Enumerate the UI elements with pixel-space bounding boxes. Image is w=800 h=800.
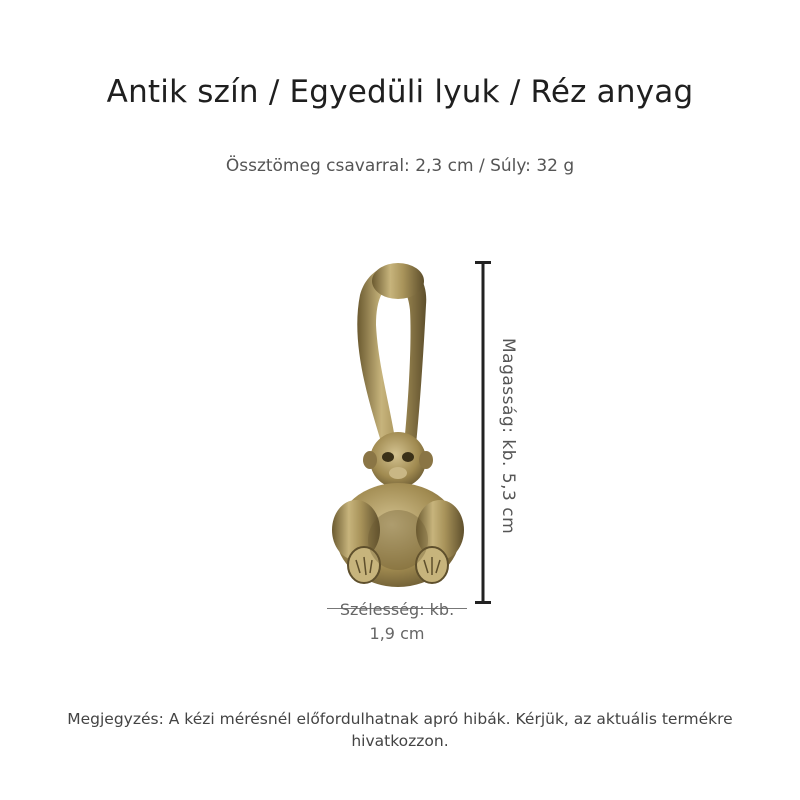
brass-monkey-pendant-image: [320, 255, 480, 595]
measurement-note: Megjegyzés: A kézi mérésnél előfordulhatnak apró hibák. Kérjük, az aktuális termékre hivatkozzon.: [67, 710, 733, 750]
width-label-line1: Szélesség: kb.: [339, 600, 455, 619]
height-label: Magasság: kb. 5,3 cm: [498, 338, 518, 535]
page-title: Antik szín / Egyedüli lyuk / Réz anyag: [106, 74, 694, 110]
weight-info: Össztömeg csavarral: 2,3 cm / Súly: 32 g: [225, 156, 575, 176]
width-label: [326, 598, 468, 646]
width-label-line2: 1,9 cm: [369, 624, 425, 643]
height-dimension-line: [474, 261, 492, 604]
